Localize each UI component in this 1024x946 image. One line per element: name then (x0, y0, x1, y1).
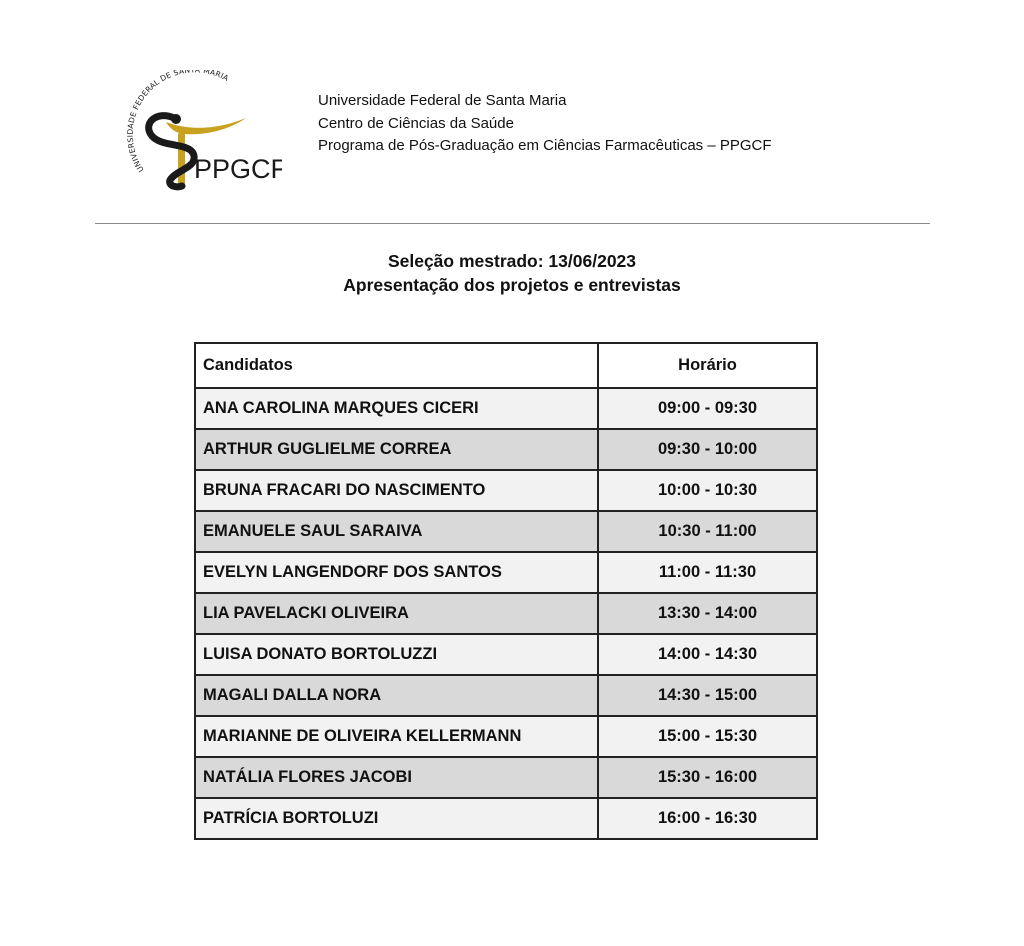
table-header-row (195, 343, 817, 388)
candidate-name: ANA CAROLINA MARQUES CICERI (195, 388, 598, 429)
table-row (195, 757, 817, 798)
table-row (195, 552, 817, 593)
center-name: Centro de Ciências da Saúde (318, 114, 514, 132)
logo-ring-text: UNIVERSIDADE FEDERAL DE SAN MARIA (125, 70, 231, 174)
time-slot: 15:30 - 16:00 (598, 757, 817, 798)
candidate-name: LIA PAVELACKI OLIVEIRA (195, 593, 598, 634)
candidate-name: BRUNA FRACARI DO NASCIMENTO (195, 470, 598, 511)
candidate-name: EMANUELE SAUL SARAIVA (195, 511, 598, 552)
candidate-name: PATRÍCIA BORTOLUZI (195, 798, 598, 839)
candidate-name: MARIANNE DE OLIVEIRA KELLERMANN (195, 716, 598, 757)
time-slot: 09:30 - 10:00 (598, 429, 817, 470)
time-slot: 10:30 - 11:00 (598, 511, 817, 552)
time-slot: 16:00 - 16:30 (598, 798, 817, 839)
table-row (195, 511, 817, 552)
logo-stem (178, 132, 185, 188)
ppgcf-logo (122, 70, 282, 196)
selection-subtitle: Apresentação dos projetos e entrevistas (343, 275, 681, 295)
table-row (195, 634, 817, 675)
university-name: Universidade Federal de Santa Maria (318, 92, 567, 109)
header-divider (95, 223, 930, 224)
time-slot: 15:00 - 15:30 (598, 716, 817, 757)
candidate-name: LUISA DONATO BORTOLUZZI (195, 634, 598, 675)
time-slot: 14:30 - 15:00 (598, 675, 817, 716)
header-time: Horário (598, 343, 817, 388)
time-slot: 11:00 - 11:30 (598, 552, 817, 593)
schedule-table (194, 342, 818, 840)
institution-header (318, 90, 772, 158)
header-candidates: Candidatos (195, 343, 598, 388)
candidate-name: MAGALI DALLA NORA (195, 675, 598, 716)
time-slot: 14:00 - 14:30 (598, 634, 817, 675)
time-slot: 09:00 - 09:30 (598, 388, 817, 429)
table-row (195, 388, 817, 429)
selection-title: Seleção mestrado: 13/06/2023 (387, 251, 637, 271)
candidate-name: NATÁLIA FLORES JACOBI (195, 757, 598, 798)
document-titles (0, 249, 1024, 297)
table-row (195, 675, 817, 716)
table-row (195, 716, 817, 757)
table-row (195, 429, 817, 470)
table-row (195, 798, 817, 839)
table-row (195, 593, 817, 634)
program-name: Programa de Pós-Graduação em Ciências Farmacêuticas – PPGCF (318, 137, 772, 154)
time-slot: 13:30 - 14:00 (598, 593, 817, 634)
logo-wordmark: PPGCF (194, 154, 282, 184)
table-row (195, 470, 817, 511)
candidate-name: ARTHUR GUGLIELME CORREA (195, 429, 598, 470)
candidate-name: EVELYN LANGENDORF DOS SANTOS (195, 552, 598, 593)
time-slot: 10:00 - 10:30 (598, 470, 817, 511)
